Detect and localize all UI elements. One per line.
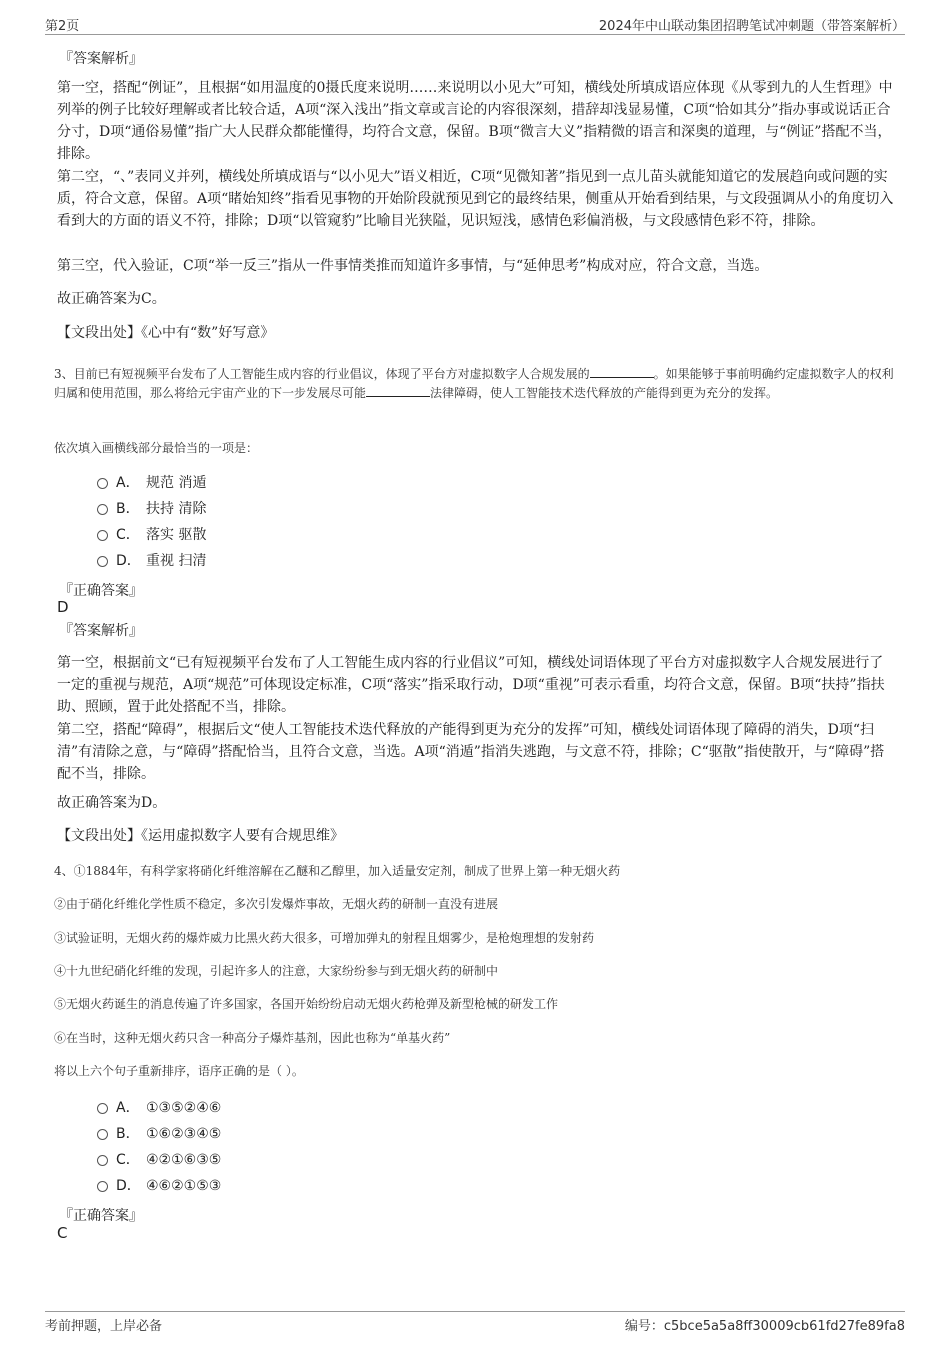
- q4-option-b[interactable]: [97, 1124, 221, 1144]
- q4-sentence-5: ⑤无烟火药诞生的消息传遍了许多国家，各国开始纷纷启动无烟火药枪弹及新型枪械的研发工作: [54, 997, 559, 1011]
- footer-rule: [45, 1311, 905, 1312]
- radio-icon[interactable]: [97, 530, 108, 541]
- q3-answer-label: 『正确答案』: [59, 583, 143, 599]
- q3-stem-part-b: 。如果能够于事前明确约定虚拟数字人的权利归属和使用范围，那么将给元宇宙产业的下一步发展尽可能: [54, 367, 894, 400]
- option-letter: C．: [116, 1152, 140, 1168]
- document-title: 2024年中山联动集团招聘笔试冲刺题（带答案解析）: [598, 19, 905, 34]
- q4-sentence-4: ④十九世纪硝化纤维的发现，引起许多人的注意，大家纷纷参与到无烟火药的研制中: [54, 964, 499, 978]
- q3-analysis-p2: 第二空，搭配“障碍”，根据后文“使人工智能技术迭代释放的产能得到更为充分的发挥”可知，横线处词语体现了障碍的消失，D项“扫清”有清除之意，与“障碍”搭配恰当，且符合文意，当选。A项“消遁”指消失逃跑，与文意不符，排除；C“驱散”指使散开，与“障碍”搭配不当，排除。: [57, 722, 885, 782]
- q3-option-c[interactable]: [97, 525, 206, 545]
- q3-stem-part-c: 法律障碍，使人工智能技术迭代释放的产能得到更为充分的发挥。: [430, 386, 779, 400]
- q4-sentence-1: 4、①1884年，有科学家将硝化纤维溶解在乙醚和乙醇里，加入适量安定剂，制成了世界上第一种无烟火药: [54, 864, 621, 878]
- radio-icon[interactable]: [97, 556, 108, 567]
- q3-blank-1: [590, 365, 654, 378]
- option-letter: A．: [116, 1100, 140, 1116]
- option-text: 落实 驱散: [146, 527, 207, 543]
- radio-icon[interactable]: [97, 1129, 108, 1140]
- q3-source: 【文段出处】《运用虚拟数字人要有合规思维》: [57, 828, 344, 844]
- q4-answer: C: [57, 1224, 68, 1242]
- radio-icon[interactable]: [97, 1181, 108, 1192]
- q4-sentence-6: ⑥在当时，这种无烟火药只含一种高分子爆炸基剂，因此也称为“单基火药”: [54, 1031, 451, 1045]
- option-text: ④②①⑥③⑤: [146, 1152, 222, 1168]
- q3-option-d[interactable]: [97, 551, 206, 571]
- radio-icon[interactable]: [97, 478, 108, 489]
- page-number: 第2页: [45, 19, 80, 34]
- option-letter: B．: [116, 501, 140, 517]
- header-rule: [45, 34, 905, 35]
- option-letter: A．: [116, 475, 140, 491]
- radio-icon[interactable]: [97, 1103, 108, 1114]
- q4-option-c[interactable]: [97, 1150, 221, 1170]
- footer-code: 编号：c5bce5a5a8ff30009cb61fd27fe89fa8: [624, 1319, 905, 1334]
- option-letter: B．: [116, 1126, 140, 1142]
- q2-source: 【文段出处】《心中有“数”好写意》: [57, 325, 275, 341]
- q2-conclusion: 故正确答案为C。: [57, 291, 166, 307]
- q2-analysis-p1: 第一空，搭配“例证”，且根据“如用温度的0摄氏度来说明……来说明以小见大”可知，横线处所填成语应体现《从零到九的人生哲理》中列举的例子比较好理解或者比较合适，A项“深入浅出”指文章或言论的内容很深刻，措辞却浅显易懂，C项“恰如其分”指办事或说话正合分寸，D项“通俗易懂”指广大人民群众都能懂得，均符合文意，保留。B项“微言大义”指精微的语言和深奥的道理，与“例证”搭配不当，排除。: [57, 80, 893, 162]
- q4-answer-label: 『正确答案』: [59, 1208, 143, 1224]
- q3-stem: [54, 365, 896, 403]
- option-text: 重视 扫清: [146, 553, 207, 569]
- option-text: ①⑥②③④⑤: [146, 1126, 222, 1142]
- option-text: ④⑥②①⑤③: [146, 1178, 222, 1194]
- option-letter: D．: [116, 553, 141, 569]
- radio-icon[interactable]: [97, 504, 108, 515]
- q3-instruction: 依次填入画横线部分最恰当的一项是：: [54, 441, 259, 455]
- q3-answer: D: [57, 598, 69, 616]
- q4-option-d[interactable]: [97, 1176, 221, 1196]
- q2-analysis-label: 『答案解析』: [59, 51, 143, 67]
- footer-slogan: 考前押题，上岸必备: [45, 1319, 163, 1334]
- q4-instruction: 将以上六个句子重新排序，语序正确的是（ ）。: [54, 1064, 304, 1078]
- option-text: ①③⑤②④⑥: [146, 1100, 222, 1116]
- q3-stem-part-a: 3、目前已有短视频平台发布了人工智能生成内容的行业倡议，体现了平台方对虚拟数字人合规发展的: [54, 367, 590, 381]
- q4-sentence-2: ②由于硝化纤维化学性质不稳定，多次引发爆炸事故，无烟火药的研制一直没有进展: [54, 897, 499, 911]
- option-letter: C．: [116, 527, 140, 543]
- q3-blank-2: [366, 384, 430, 397]
- q4-sentence-3: ③试验证明，无烟火药的爆炸威力比黑火药大很多，可增加弹丸的射程且烟雾少，是枪炮理想的发射药: [54, 931, 595, 945]
- q3-option-b[interactable]: [97, 499, 206, 519]
- q3-analysis-label: 『答案解析』: [59, 623, 143, 639]
- radio-icon[interactable]: [97, 1155, 108, 1166]
- q3-analysis-p1: 第一空，根据前文“已有短视频平台发布了人工智能生成内容的行业倡议”可知，横线处词语体现了平台方对虚拟数字人合规发展进行了一定的重视与规范，A项“规范”可体现设定标准，C项“落实”指采取行动，D项“重视”可表示看重，均符合文意，保留。B项“扶持”指扶助、照顾，置于此处搭配不当，排除。: [57, 655, 885, 715]
- q2-analysis-p3: 第三空，代入验证，C项“举一反三”指从一件事情类推而知道许多事情，与“延伸思考”构成对应，符合文意，当选。: [57, 258, 769, 274]
- q4-option-a[interactable]: [97, 1098, 221, 1118]
- q3-option-a[interactable]: [97, 473, 206, 493]
- option-text: 规范 消遁: [146, 475, 207, 491]
- option-text: 扶持 清除: [146, 501, 207, 517]
- q3-conclusion: 故正确答案为D。: [57, 795, 167, 811]
- option-letter: D．: [116, 1178, 141, 1194]
- q2-analysis-p2: 第二空，“、”表同义并列，横线处所填成语与“以小见大”语义相近，C项“见微知著”指见到一点儿苗头就能知道它的发展趋向或问题的实质，符合文意，保留。A项“睹始知终”指看见事物的开始阶段就预见到它的最终结果，侧重从开始看到结果，与文段强调从小的角度切入看到大的方面的语义不符，排除；D项“以管窥豹”比喻目光狭隘，见识短浅，感情色彩偏消极，与文段感情色彩不符，排除。: [57, 169, 894, 229]
